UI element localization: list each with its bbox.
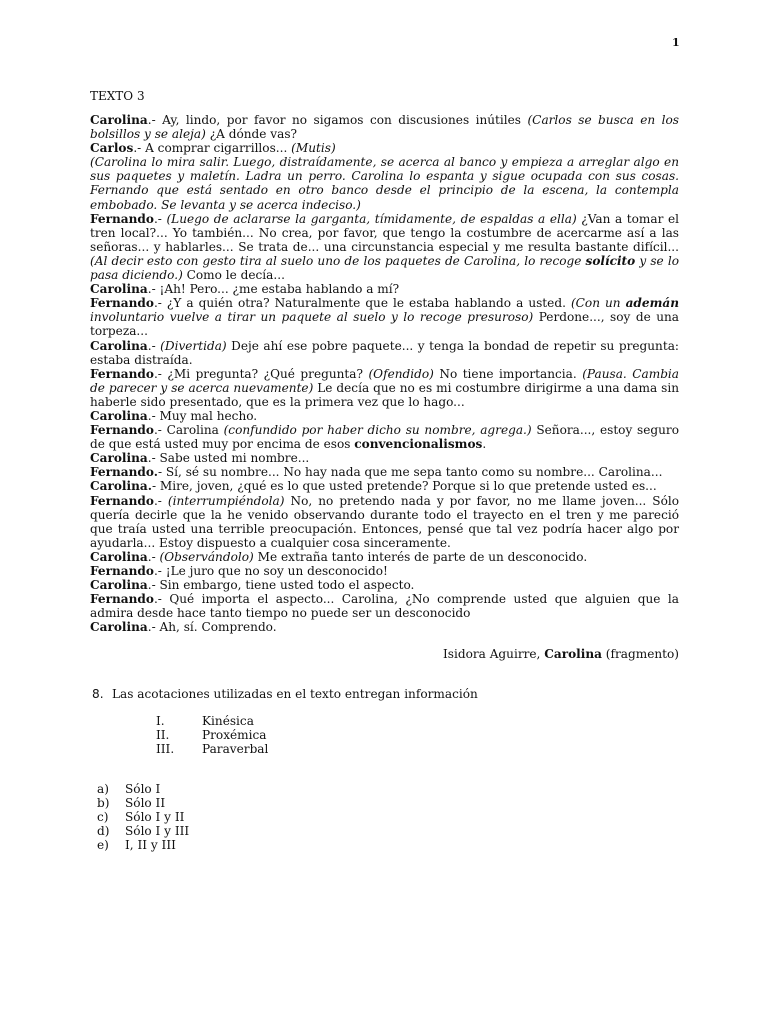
option-b[interactable] — [97, 796, 189, 810]
stage-direction: (Observándolo) — [159, 549, 254, 564]
dialogue-segment: .- ¡Le juro que no soy un desconocido! — [153, 564, 388, 578]
speaker-name: Carolina — [90, 451, 148, 466]
option-label: Sólo I y III — [125, 824, 190, 839]
dialogue-segment: - Mire, joven, ¿qué es lo que usted pretende? Porque si lo que pretende usted es... — [151, 479, 657, 494]
dialogue-segment: .- Carolina — [153, 423, 224, 438]
dialogue-line — [90, 282, 679, 296]
dialogue-line — [90, 564, 679, 578]
dialogue-segment: ¿Van a tomar el tren local?... Yo también... No crea, por favor, que tengo la costumbre de acercarme así a las señoras... y hablarles... Se trata de... una circunstancia especial y me resulta bastante difícil... — [90, 211, 679, 254]
speaker-name: Carlos — [90, 141, 134, 156]
dialogue-line — [90, 451, 679, 465]
stage-direction: (interrumpiéndola) — [167, 493, 285, 508]
option-letter: b) — [97, 796, 110, 811]
option-d[interactable] — [97, 824, 189, 838]
dialogue-segment: .- Qué importa el aspecto... Carolina, ¿No comprende usted que alguien que la admira desde hace tanto tiempo no puede ser un desconocido — [90, 592, 679, 621]
dialogue-line — [90, 578, 679, 592]
dialogue-segment: convencionalismos — [354, 437, 483, 452]
question-number: 8. — [92, 687, 104, 701]
dialogue-segment: .- Sabe usted mi nombre... — [147, 451, 310, 466]
stage-direction: ademán — [625, 296, 680, 311]
option-label: Sólo I y II — [125, 810, 185, 825]
speaker-name: Carolina — [90, 408, 148, 423]
option-label: Sólo II — [125, 796, 166, 811]
stage-direction: (Al decir esto con gesto tira al suelo uno de los paquetes de Carolina, lo recoge — [90, 253, 586, 268]
stage-direction: (Carolina lo mira salir. Luego, distraídamente, se acerca al banco y empieza a arreglar algo en sus paquetes y maletín. Ladra un perro. Carolina lo espanta y sigue ocupada con sus cosas. Fernando que está sentado en otro banco desde el principio de la escena, la contempla embobado. Se levanta y se acerca indeciso.) — [90, 155, 679, 212]
dialogue-line — [90, 113, 679, 141]
dialogue-segment: Señora..., estoy seguro de que está usted muy por encima de esos — [90, 423, 679, 452]
option-label: I, II y III — [125, 838, 176, 853]
speaker-name: Fernando — [90, 366, 154, 381]
dialogue-segment: .- ¿Y a quién otra? Naturalmente que le estaba hablando a usted. — [153, 296, 571, 311]
item-label: Kinésica — [202, 714, 254, 728]
item-row — [156, 742, 268, 756]
dialogue-segment: Me extraña tanto interés de parte de un desconocido. — [253, 549, 588, 564]
attribution-author: Isidora Aguirre, — [442, 647, 545, 661]
dialogue-line — [90, 339, 679, 367]
speaker-name: Fernando — [90, 423, 154, 438]
dialogue-line — [90, 155, 679, 211]
dialogue-segment: .- ¿Mi pregunta? ¿Qué pregunta? — [153, 366, 369, 381]
speaker-name: Carolina — [90, 338, 148, 353]
dialogue-segment: .- Sin embargo, tiene usted todo el aspecto. — [147, 578, 415, 593]
speaker-name: Fernando. — [90, 465, 158, 480]
stage-direction: y se lo pasa diciendo.) — [90, 253, 679, 283]
text-title: TEXTO 3 — [90, 89, 145, 103]
attribution-note: (fragmento) — [601, 647, 679, 661]
item-numeral: III. — [156, 742, 175, 757]
dialogue-segment: Deje ahí ese pobre paquete... y tenga la bondad de repetir su pregunta: estaba distraída. — [90, 338, 679, 367]
dialogue-line — [90, 550, 679, 564]
stage-direction: (Con un — [570, 296, 626, 311]
speaker-name: Carolina — [90, 282, 148, 297]
dialogue-line — [90, 409, 679, 423]
dialogue-line — [90, 367, 679, 409]
item-label: Paraverbal — [202, 742, 269, 757]
speaker-name: Carolina — [90, 113, 148, 127]
dialogue-line — [90, 212, 679, 282]
option-letter: d) — [97, 824, 110, 839]
dialogue-line — [90, 620, 679, 634]
speaker-name: Fernando — [90, 493, 154, 508]
stage-direction: (confundido por haber dicho su nombre, agrega.) — [223, 423, 532, 438]
stage-direction: (Divertida) — [160, 338, 227, 353]
speaker-name: Carolina — [90, 578, 148, 593]
item-numeral: II. — [156, 728, 170, 743]
attribution — [90, 647, 679, 661]
attribution-work: Carolina — [544, 647, 602, 661]
option-letter: a) — [97, 782, 109, 796]
dialogue-segment: .- — [153, 211, 167, 226]
stage-direction: (Pausa. Cambia de parecer y se acerca nuevamente) — [90, 366, 680, 395]
dialogue-line — [90, 479, 679, 493]
dialogue-segment: .- Ay, lindo, por favor no sigamos con discusiones inútiles — [147, 113, 528, 127]
option-label: Sólo I — [125, 782, 161, 796]
speaker-name: Fernando — [90, 211, 154, 226]
dialogue-line — [90, 465, 679, 479]
dialogue-segment: .- Muy mal hecho. — [147, 408, 258, 423]
stage-direction: (Mutis) — [291, 141, 336, 156]
speaker-name: Carolina. — [90, 479, 152, 494]
dialogue-text — [90, 113, 679, 634]
dialogue-segment: Como le decía... — [182, 268, 285, 283]
speaker-name: Fernando — [90, 296, 154, 311]
dialogue-line — [90, 423, 679, 451]
question-8 — [92, 687, 478, 701]
page-number: 1 — [672, 36, 680, 49]
dialogue-segment: - Sí, sé su nombre... No hay nada que me sepa tanto como su nombre... Carolina... — [157, 465, 663, 480]
dialogue-segment: .- ¡Ah! Pero... ¿me estaba hablando a mí? — [147, 282, 400, 297]
stage-direction: involuntario vuelve a tirar un paquete al suelo y lo recoge presuroso) — [90, 310, 534, 325]
dialogue-segment: .- Ah, sí. Comprendo. — [147, 620, 277, 635]
dialogue-segment: .- — [147, 549, 160, 564]
option-letter: c) — [97, 810, 109, 825]
question-items — [156, 714, 268, 757]
dialogue-line — [90, 141, 679, 155]
answer-options — [97, 782, 189, 852]
option-letter: e) — [97, 838, 109, 853]
item-label: Proxémica — [202, 728, 267, 743]
stage-direction: (Carlos se busca en los bolsillos y se aleja) — [90, 113, 679, 142]
dialogue-line — [90, 592, 679, 620]
dialogue-segment: Le decía que no es mi costumbre dirigirme a una dama sin haberle sido presentado, que es la primera vez que lo hago... — [90, 380, 679, 409]
speaker-name: Carolina — [90, 620, 148, 635]
option-e[interactable] — [97, 838, 189, 852]
speaker-name: Carolina — [90, 549, 148, 564]
item-row — [156, 728, 268, 742]
dialogue-segment: No tiene importancia. — [433, 366, 583, 381]
question-text: Las acotaciones utilizadas en el texto entregan información — [112, 687, 478, 701]
stage-direction: solícito — [585, 253, 636, 268]
dialogue-line — [90, 494, 679, 550]
item-numeral: I. — [156, 714, 165, 728]
item-row — [156, 714, 268, 728]
speaker-name: Fernando — [90, 592, 154, 607]
dialogue-segment: No, no pretendo nada y por favor, no me llame joven... Sólo quería decirle que la he venido observando durante todo el trayecto en el tren y me pareció que traía usted una terrible preocupación. Entonces, pensé que tal vez podría hacer algo por ayudarla... Estoy dispuesto a cualquier cosa sinceramente. — [90, 493, 679, 550]
dialogue-segment: Perdone..., soy de una torpeza... — [90, 310, 680, 339]
speaker-name: Fernando — [90, 564, 154, 578]
option-c[interactable] — [97, 810, 189, 824]
dialogue-segment: . — [482, 437, 487, 452]
dialogue-segment: .- — [147, 338, 161, 353]
dialogue-segment: ¿A dónde vas? — [205, 127, 298, 142]
stage-direction: (Ofendido) — [368, 366, 434, 381]
dialogue-line — [90, 296, 679, 338]
stage-direction: (Luego de aclararse la garganta, tímidamente, de espaldas a ella) — [166, 211, 577, 226]
option-a[interactable] — [97, 782, 189, 796]
dialogue-segment: .- A comprar cigarrillos... — [133, 141, 292, 156]
dialogue-segment: .- — [153, 493, 168, 508]
